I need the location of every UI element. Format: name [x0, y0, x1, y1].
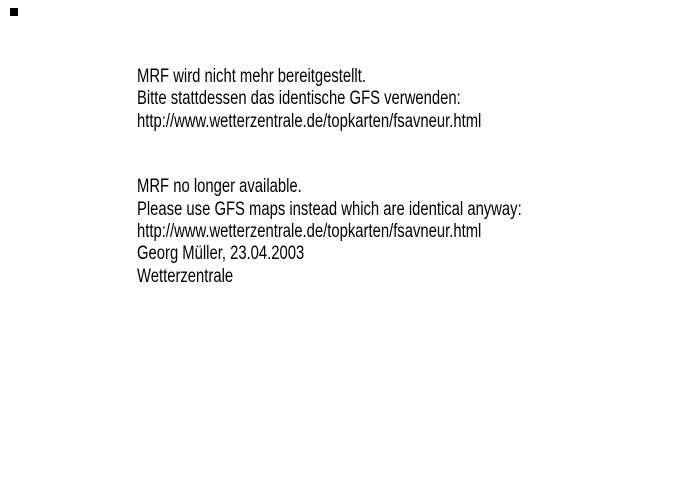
german-notice-url: http://www.wetterzentrale.de/topkarten/fsavneur.html — [137, 110, 482, 132]
brand-name: Wetterzentrale — [137, 265, 234, 287]
german-notice — [137, 66, 574, 133]
english-notice — [137, 176, 574, 243]
notice-text-column — [137, 66, 574, 288]
english-notice-line-1: MRF no longer available. — [137, 176, 302, 198]
english-notice-line-2: Please use GFS maps instead which are identical anyway: — [137, 198, 522, 220]
german-notice-line-1: MRF wird nicht mehr bereitgestellt. — [137, 66, 366, 87]
german-notice-line-2: Bitte stattdessen das identische GFS verwenden: — [137, 88, 461, 110]
signature: Georg Müller, 23.04.2003 — [137, 243, 305, 265]
black-square-artifact — [10, 8, 18, 16]
english-notice-url: http://www.wetterzentrale.de/topkarten/fsavneur.html — [137, 221, 482, 243]
